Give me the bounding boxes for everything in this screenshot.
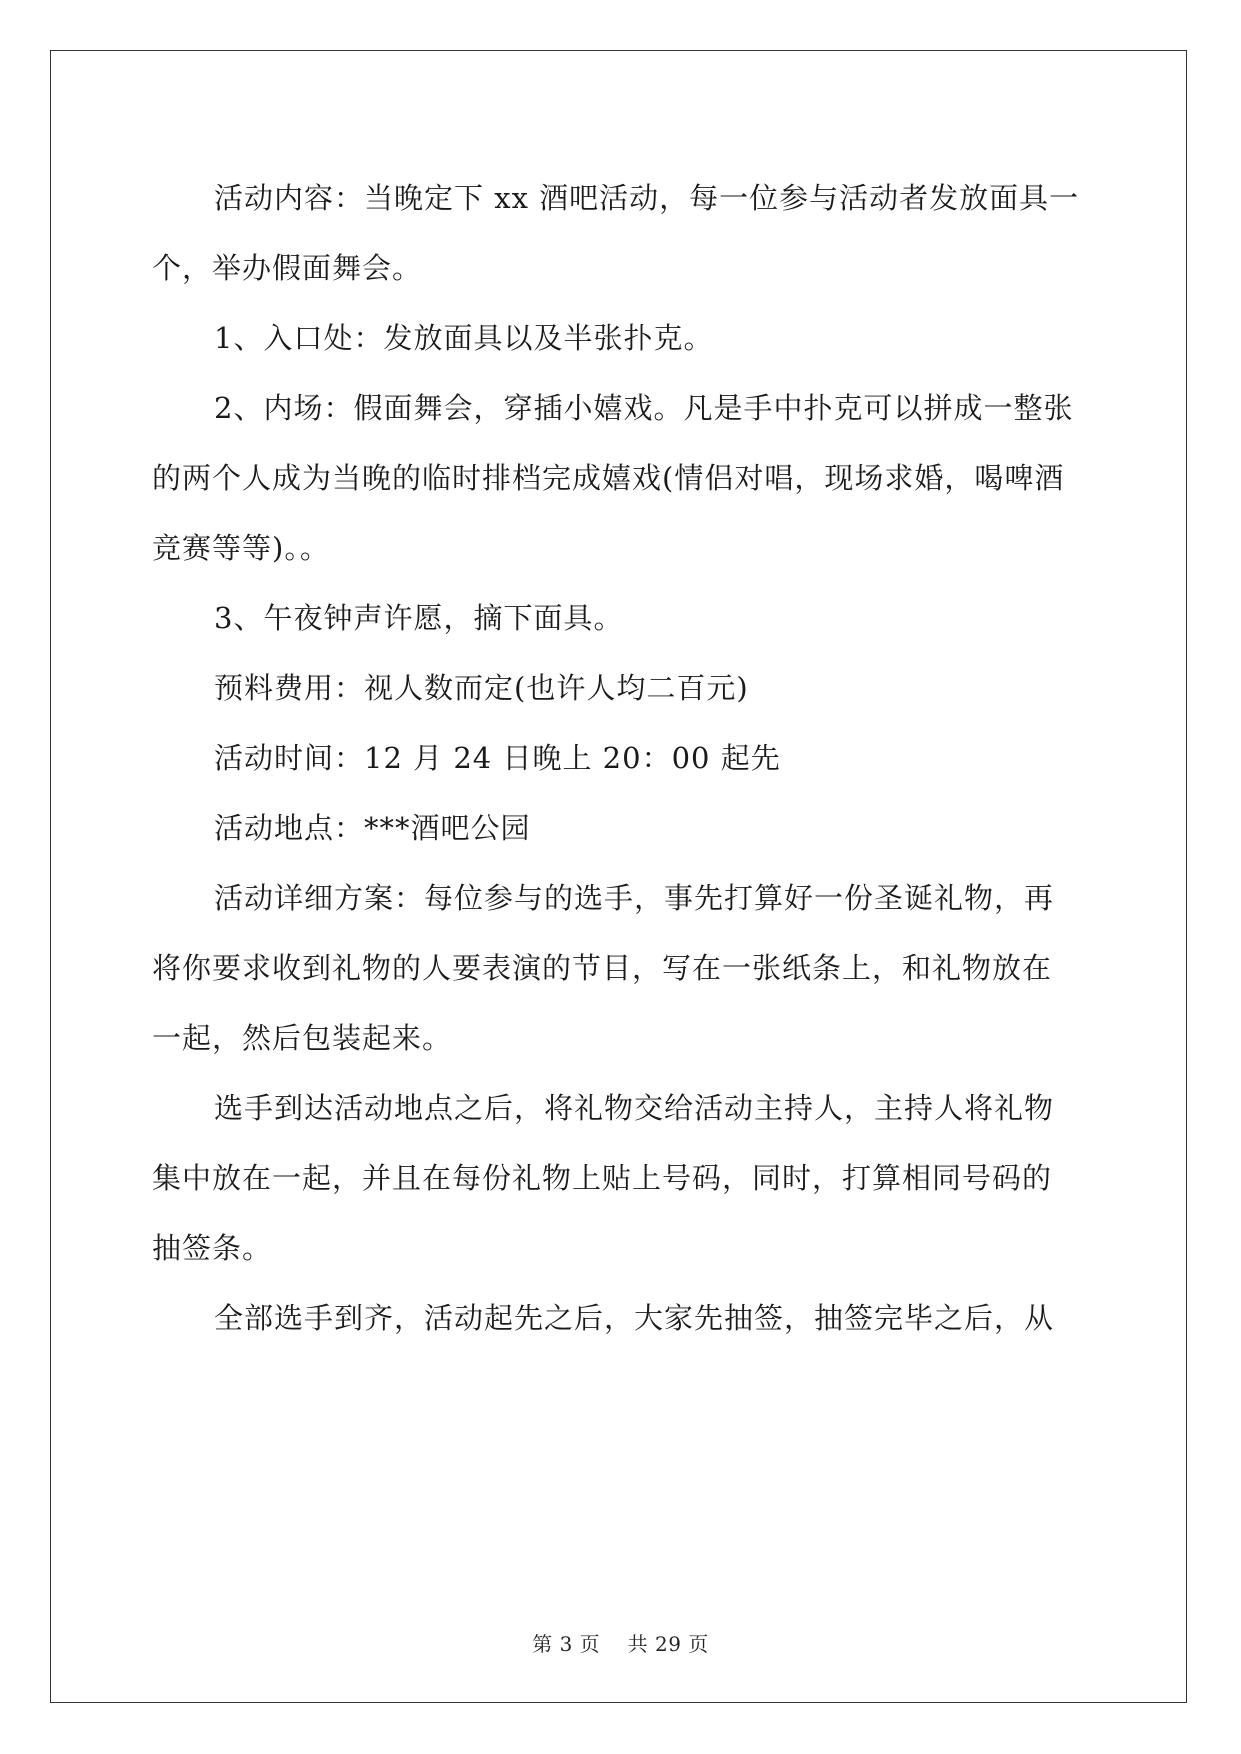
paragraph-arrival [152,1073,1088,1283]
paragraph-start [152,1283,1088,1353]
paragraph-line: 的两个人成为当晚的临时排档完成嬉戏(情侣对唱，现场求婚，喝啤酒 [152,461,1065,495]
paragraph-line: 一起，然后包装起来。 [152,1021,453,1055]
paragraph-line: 预料费用：视人数而定(也许人均二百元) [214,671,749,705]
paragraph-line: 竞赛等等)。。 [152,531,330,565]
paragraph-line: 全部选手到齐，活动起先之后，大家先抽签，抽签完毕之后，从 [214,1301,1055,1335]
paragraph-time [152,723,1088,793]
paragraph-line: 1、入口处：发放面具以及半张扑克。 [214,321,714,355]
paragraph-activity-content [152,163,1088,303]
paragraph-line: 活动地点：***酒吧公园 [214,811,531,845]
page-total: 共 29 页 [627,1632,709,1656]
paragraph-location [152,793,1088,863]
paragraph-line: 选手到达活动地点之后，将礼物交给活动主持人，主持人将礼物 [214,1091,1055,1125]
page-number: 第 3 页 [532,1632,601,1656]
document-body [152,163,1088,1353]
paragraph-line: 活动时间：12 月 24 日晚上 20：00 起先 [214,741,781,775]
paragraph-line: 抽签条。 [152,1231,273,1265]
paragraph-line: 3、午夜钟声许愿，摘下面具。 [214,601,624,635]
paragraph-cost [152,653,1088,723]
paragraph-line: 将你要求收到礼物的人要表演的节目，写在一张纸条上，和礼物放在 [152,951,1053,985]
paragraph-line: 活动内容：当晚定下 xx 酒吧活动，每一位参与活动者发放面具一 [214,181,1080,215]
paragraph-item-1 [152,303,1088,373]
paragraph-line: 活动详细方案：每位参与的选手，事先打算好一份圣诞礼物，再 [214,881,1055,915]
paragraph-line: 集中放在一起，并且在每份礼物上贴上号码，同时，打算相同号码的 [152,1161,1053,1195]
paragraph-detailed-plan [152,863,1088,1073]
paragraph-line: 个，举办假面舞会。 [152,251,423,285]
paragraph-line: 2、内场：假面舞会，穿插小嬉戏。凡是手中扑克可以拼成一整张 [214,391,1074,425]
paragraph-item-2 [152,373,1088,583]
page-footer [0,1632,1241,1656]
paragraph-item-3 [152,583,1088,653]
